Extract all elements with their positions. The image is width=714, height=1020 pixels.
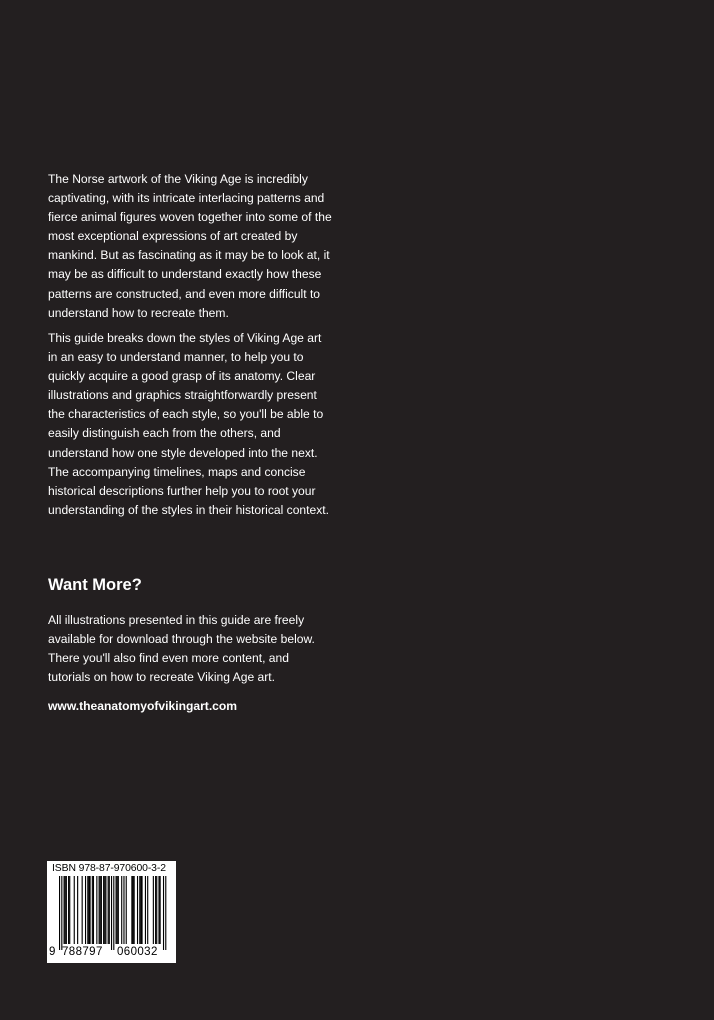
barcode-bar bbox=[140, 876, 141, 944]
description-paragraph-2 bbox=[48, 329, 332, 520]
barcode-bar bbox=[145, 876, 146, 944]
barcode-guard-bar bbox=[111, 876, 112, 950]
barcode-bar bbox=[90, 876, 91, 944]
barcode-bar bbox=[77, 876, 78, 944]
barcode-bar bbox=[126, 876, 127, 944]
barcode-bar bbox=[116, 876, 117, 944]
barcode-first-digit: 9 bbox=[49, 946, 56, 958]
barcode-bar bbox=[103, 876, 104, 944]
barcode-bar bbox=[104, 876, 105, 944]
barcode-bar bbox=[82, 876, 83, 944]
barcode-bar bbox=[100, 876, 101, 944]
barcode-bars bbox=[47, 876, 176, 950]
want-more-paragraph-text: All illustrations presented in this guide are freely available for download through the website below. There you'll also find even more content, and tutorials on how to recreate Viking Age art. bbox=[48, 613, 315, 685]
barcode-bar bbox=[66, 876, 67, 944]
isbn-number: ISBN 978-87-970600-3-2 bbox=[52, 863, 166, 874]
barcode-right-group: 060032 bbox=[117, 946, 158, 958]
barcode-bar bbox=[123, 876, 124, 944]
barcode-bar bbox=[93, 876, 94, 944]
barcode-bar bbox=[134, 876, 135, 944]
barcode-bar bbox=[109, 876, 110, 944]
barcode-bar bbox=[117, 876, 118, 944]
barcode-bar bbox=[99, 876, 100, 944]
barcode-bar bbox=[141, 876, 142, 944]
description-paragraph-1 bbox=[48, 170, 332, 323]
barcode-bar bbox=[65, 876, 66, 944]
barcode-bar bbox=[101, 876, 102, 944]
barcode-bar bbox=[153, 876, 154, 944]
barcode-bar bbox=[118, 876, 119, 944]
barcode-bar bbox=[132, 876, 133, 944]
barcode-bar bbox=[121, 876, 122, 944]
barcode-bar bbox=[85, 876, 86, 944]
barcode-bar bbox=[64, 876, 65, 944]
barcode-bar bbox=[137, 876, 138, 944]
barcode-guard-bar bbox=[163, 876, 164, 950]
barcode-bar bbox=[108, 876, 109, 944]
want-more-heading: Want More? bbox=[48, 576, 142, 594]
barcode-bar bbox=[74, 876, 75, 944]
barcode-bar bbox=[68, 876, 69, 944]
barcode-guard-bar bbox=[113, 876, 114, 950]
barcode-bar bbox=[131, 876, 132, 944]
barcode-bar bbox=[96, 876, 97, 944]
barcode-bar bbox=[88, 876, 89, 944]
barcode-bar bbox=[69, 876, 70, 944]
description-paragraph-1-text: The Norse artwork of the Viking Age is incredibly captivating, with its intricate interlacing patterns and fierce animal figures woven together into some of the most exceptional expressions of art created by mankind. But as fascinating as it may be to look at, it may be as difficult to understand exactly how these patterns are constructed, and even more difficult to understand how to recreate them. bbox=[48, 172, 332, 320]
description-paragraph-2-text: This guide breaks down the styles of Viking Age art in an easy to understand manner, to help you to quickly acquire a good grasp of its anatomy. Clear illustrations and graphics straightforwardly present the characteristics of each style, so you'll be able to easily distinguish each from the others, and understand how one style developed into the next. The accompanying timelines, maps and concise historical descriptions further help you to root your understanding of the styles in their historical context. bbox=[48, 331, 329, 517]
want-more-paragraph bbox=[48, 611, 332, 687]
barcode-guard-bar bbox=[165, 876, 166, 950]
website-link[interactable]: www.theanatomyofvikingart.com bbox=[48, 699, 238, 713]
barcode-bar bbox=[158, 876, 159, 944]
barcode-bar bbox=[92, 876, 93, 944]
barcode-guard-bar bbox=[61, 876, 62, 950]
barcode-bar bbox=[160, 876, 161, 944]
barcode-guard-bar bbox=[59, 876, 60, 950]
barcode-bar bbox=[105, 876, 106, 944]
barcode-left-group: 788797 bbox=[62, 946, 103, 958]
barcode-bar bbox=[139, 876, 140, 944]
barcode-bar bbox=[147, 876, 148, 944]
barcode-bar bbox=[155, 876, 156, 944]
barcode-bar bbox=[156, 876, 157, 944]
isbn-barcode bbox=[47, 861, 176, 963]
barcode-bar bbox=[87, 876, 88, 944]
